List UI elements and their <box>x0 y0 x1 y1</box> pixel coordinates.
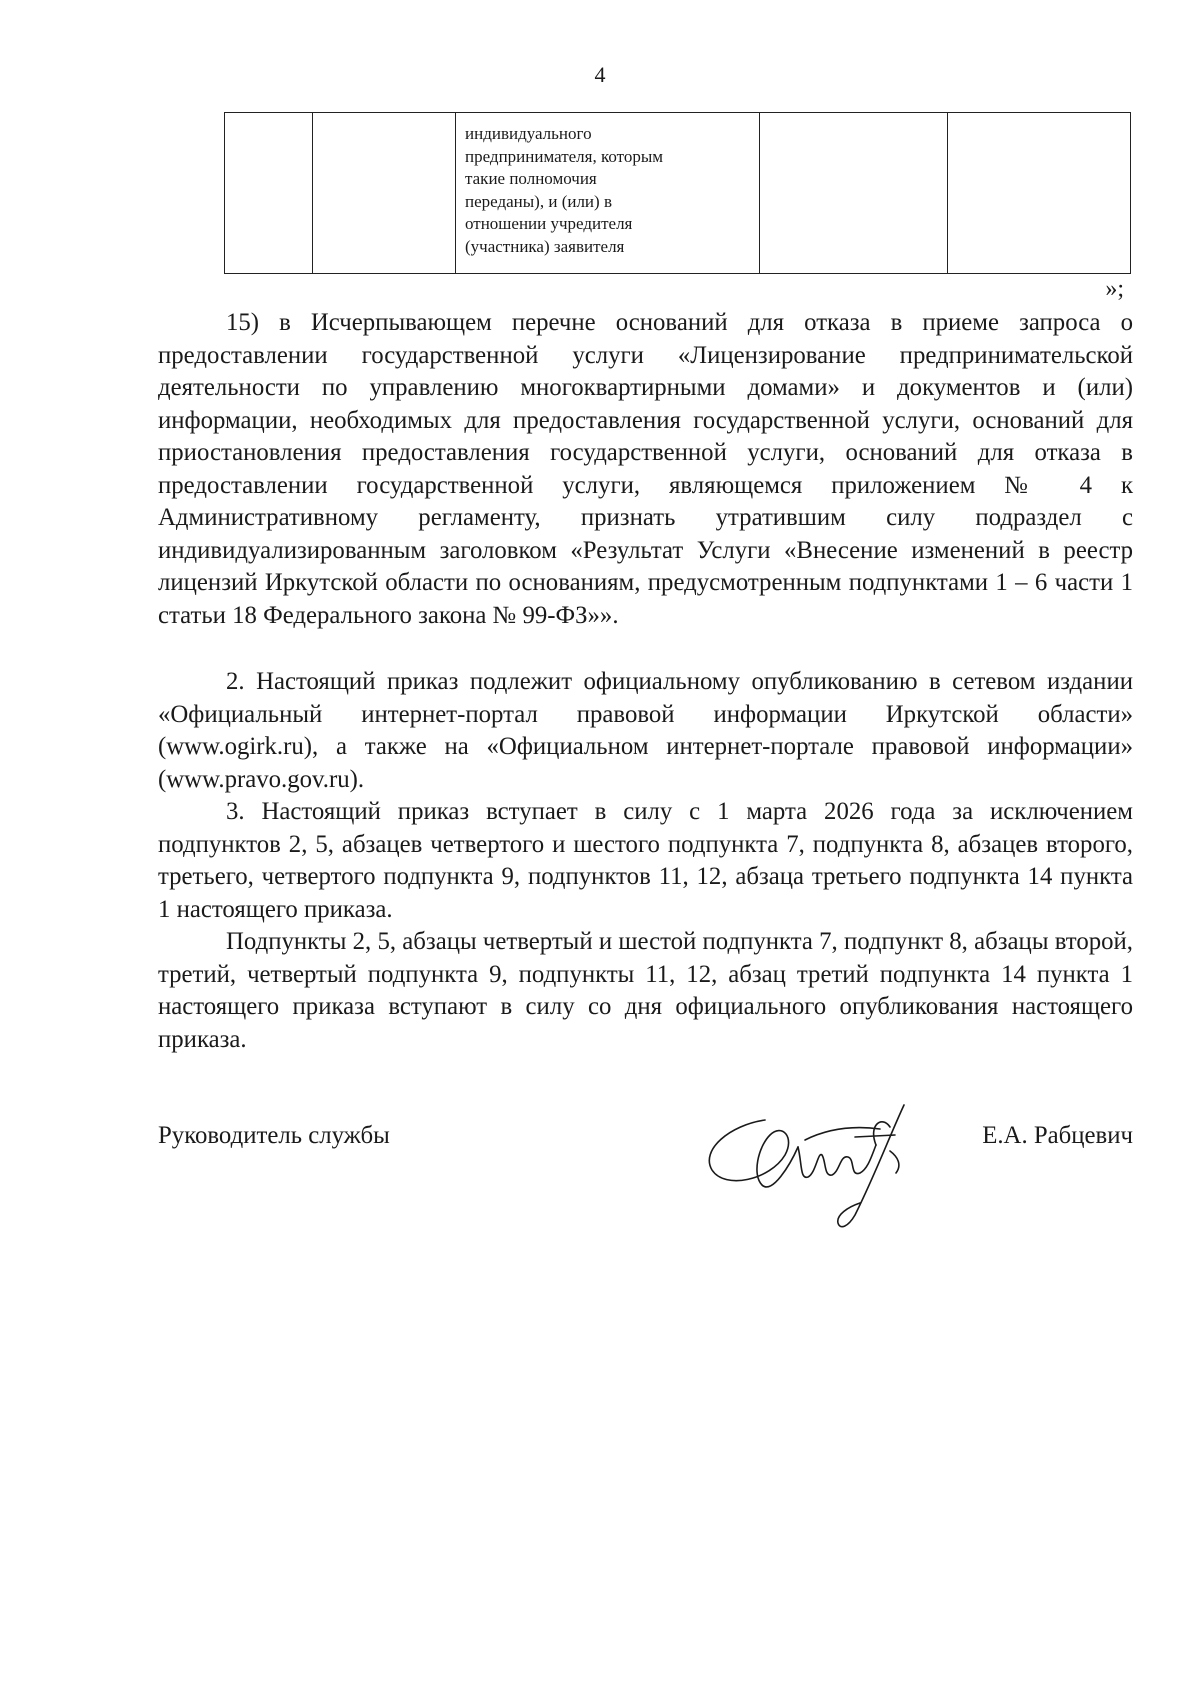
table-row <box>225 113 1131 274</box>
paragraph-text: 3. Настоящий приказ вступает в силу с 1 марта 2026 года за исключением подпунктов 2, 5, абзацев четвертого и шестого подпункта 7, подпункта 8, абзацев второго, третьего, четвертого подпункта 9, подпунктов 11, 12, абзаца третьего подпункта 14 пункта 1 настоящего приказа. <box>158 798 1133 923</box>
signatory-title: Руководитель службы <box>158 1122 390 1149</box>
table-cell-3 <box>456 113 760 274</box>
paragraph-15 <box>158 307 1133 632</box>
cell-line: отношении учредителя <box>465 214 633 233</box>
paragraph-text: 2. Настоящий приказ подлежит официальному опубликованию в сетевом издании «Официальный интернет-портал правовой информации Иркутской области» (www.ogirk.ru), а также на «Официальном интернет-портале правовой информации» (www.pravo.gov.ru). <box>158 668 1133 793</box>
signatory-name: Е.А. Рабцевич <box>982 1122 1133 1149</box>
table-closing-quote: »; <box>1105 276 1124 302</box>
cell-line: переданы), и (или) в <box>465 191 612 211</box>
cell-line: такие полномочия <box>465 169 597 188</box>
paragraph-2 <box>158 666 1133 796</box>
paragraph-3 <box>158 796 1133 926</box>
table-cell-2 <box>313 113 456 274</box>
cell-line: индивидуального <box>465 124 592 143</box>
continuation-table <box>224 112 1131 274</box>
paragraph-text: Подпункты 2, 5, абзацы четвертый и шестой подпункта 7, подпункт 8, абзацы второй, третий, четвертый подпункта 9, подпункты 11, 12, абзац третий подпункта 14 пункта 1 настоящего приказа вступают в силу со дня официального опубликования настоящего приказа. <box>158 928 1133 1053</box>
paragraph-text: 15) в Исчерпывающем перечне оснований для отказа в приеме запроса о предоставлении государственной услуги «Лицензирование предпринимательской деятельности по управлению многоквартирными домами» и документов и (или) информации, необходимых для предоставления государственной услуги, оснований для приостановления предоставления государственной услуги, оснований для отказа в предоставлении государственной услуги, являющемся приложением № 4 к Административному регламенту, признать утратившим силу подраздел с индивидуализированным заголовком «Результат Услуги «Внесение изменений в реестр лицензий Иркутской области по основаниям, предусмотренным подпунктами 1 – 6 части 1 статьи 18 Федерального закона № 99-ФЗ»». <box>158 309 1133 629</box>
table-cell-text <box>456 113 759 258</box>
handwritten-signature-icon <box>690 1085 940 1240</box>
table-cell-5 <box>948 113 1131 274</box>
cell-line: (участника) заявителя <box>465 236 625 256</box>
paragraph-4 <box>158 926 1133 1056</box>
page-number: 4 <box>594 62 606 87</box>
table-cell-4 <box>760 113 948 274</box>
table-cell-1 <box>225 113 313 274</box>
cell-line: предпринимателя, которым <box>465 146 664 166</box>
